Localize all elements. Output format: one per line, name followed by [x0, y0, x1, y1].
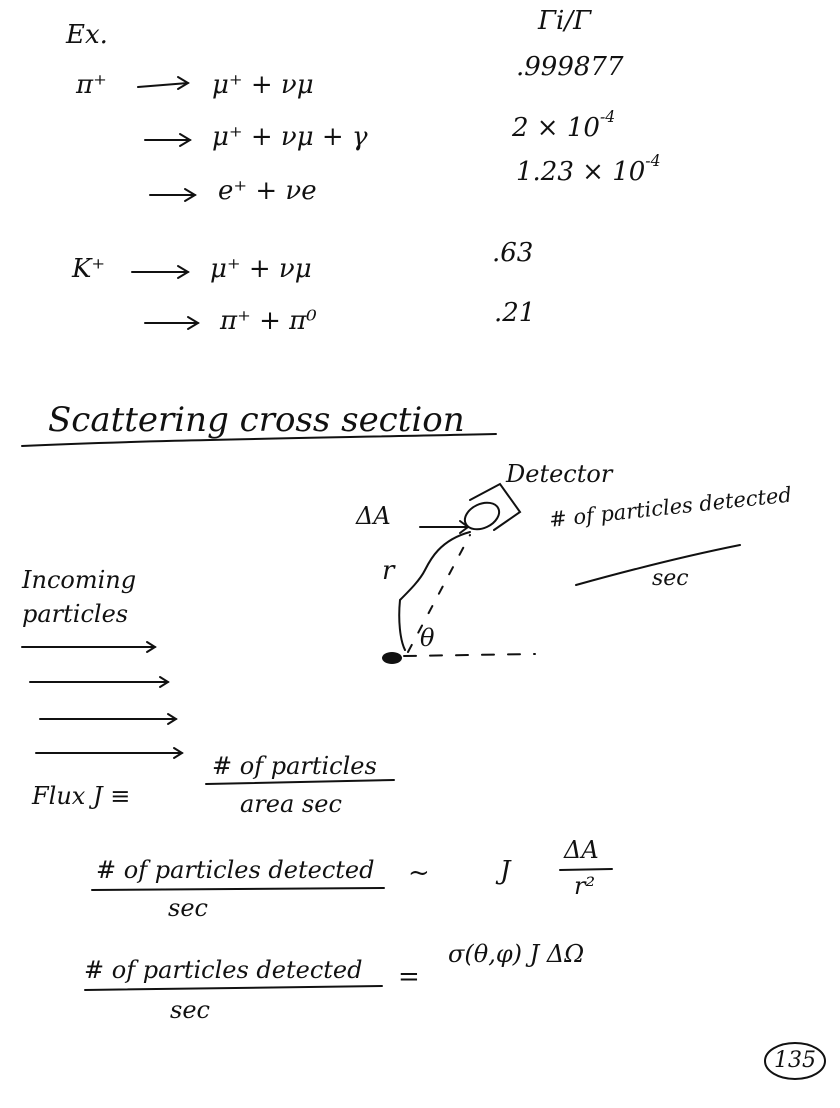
- eq1-denominator: sec: [168, 894, 208, 922]
- incoming-label-line1: Incoming: [22, 566, 137, 594]
- decay-ratio-mantissa: 2 × 10: [512, 113, 600, 144]
- flux-label: Flux J ≡: [32, 782, 131, 810]
- radius-dashed-line: [408, 535, 470, 652]
- page-number: 135: [774, 1048, 816, 1073]
- decay-arrow: [138, 77, 188, 89]
- flux-numerator: # of particles: [212, 752, 377, 780]
- decay-products: μ⁺ + νμ + γ: [212, 122, 368, 152]
- branching-ratio-header: Γi/Γ: [538, 6, 592, 36]
- decay-ratio: [516, 152, 661, 187]
- decay-products: e⁺ + νe: [218, 176, 317, 206]
- decay-parent: π⁺: [76, 70, 107, 100]
- incoming-arrow: [30, 677, 168, 687]
- eq1-flux-symbol: J: [500, 856, 511, 886]
- eq1-radius-denominator: r²: [574, 872, 596, 900]
- area-pointer-arrow: [420, 521, 468, 533]
- incoming-arrow: [36, 748, 182, 758]
- decay-products: μ⁺ + νμ: [210, 254, 312, 284]
- decay-arrow: [145, 317, 198, 329]
- angle-label: θ: [420, 624, 435, 652]
- example-label: Ex.: [66, 20, 108, 50]
- eq2-rhs: σ(θ,φ) J ΔΩ: [448, 940, 585, 968]
- radius-label: r: [382, 556, 395, 586]
- decay-products: π⁺ + π⁰: [220, 306, 317, 336]
- detected-count-label: # of particles detected: [548, 482, 793, 532]
- decay-arrow: [150, 189, 195, 201]
- eq1-numerator: # of particles detected: [96, 856, 375, 884]
- decay-ratio: .999877: [516, 52, 624, 82]
- radius-brace: [399, 532, 470, 650]
- decay-parent: K⁺: [72, 254, 106, 284]
- eq2-fraction-bar: [85, 986, 382, 990]
- scattering-target: [382, 652, 402, 664]
- decay-arrow: [132, 266, 188, 278]
- delta-area-label: ΔA: [356, 502, 391, 530]
- eq1-area-numerator: ΔA: [564, 836, 599, 864]
- decay-ratio-exponent: -4: [599, 108, 616, 126]
- eq2-numerator: # of particles detected: [84, 956, 363, 984]
- incoming-arrow: [40, 714, 176, 724]
- decay-ratio-exponent: -4: [645, 152, 661, 170]
- detected-count-denominator: sec: [652, 566, 689, 591]
- eq1-fraction-bar: [92, 888, 384, 890]
- decay-arrow: [145, 134, 190, 146]
- incoming-arrow: [22, 642, 155, 652]
- reference-dashed-line: [404, 654, 535, 656]
- eq1-relation: ~: [408, 858, 430, 888]
- eq2-relation: =: [398, 962, 420, 992]
- eq1-rhs-fraction-bar: [560, 869, 612, 870]
- incoming-label-line2: particles: [22, 600, 129, 628]
- detector-label: Detector: [506, 460, 613, 488]
- decay-ratio: .21: [494, 298, 536, 328]
- decay-ratio-mantissa: 1.23 × 10: [516, 157, 646, 188]
- decay-products: μ⁺ + νμ: [212, 70, 314, 100]
- section-title: Scattering cross section: [48, 400, 465, 440]
- flux-fraction-bar: [206, 780, 394, 784]
- decay-ratio: .63: [492, 238, 534, 268]
- eq2-denominator: sec: [170, 996, 210, 1024]
- decay-ratio: [512, 108, 615, 143]
- flux-denominator: area sec: [240, 790, 342, 818]
